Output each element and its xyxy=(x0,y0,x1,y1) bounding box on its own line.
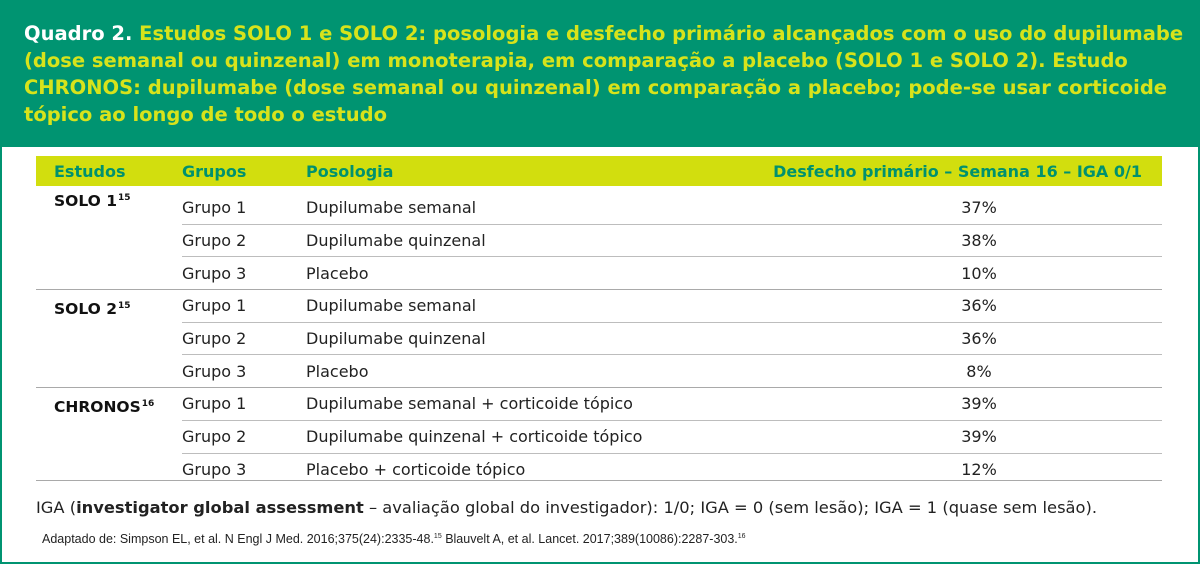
outcome-cell: 8% xyxy=(686,355,1162,388)
title-lead: Quadro 2. xyxy=(24,22,133,45)
study-label: CHRONOS xyxy=(54,398,141,417)
posology-cell: Dupilumabe quinzenal xyxy=(306,224,686,257)
table-header-row xyxy=(36,156,1162,186)
table-row xyxy=(36,420,1162,453)
source-part2: Blauvelt A, et al. Lancet. 2017;389(10086):2287-303. xyxy=(441,532,738,546)
column-header-outcome: Desfecho primário – Semana 16 – IGA 0/1 xyxy=(773,161,1142,181)
table-row xyxy=(36,186,1162,224)
table-row xyxy=(36,257,1162,290)
group-cell: Grupo 3 xyxy=(182,453,306,485)
posology-cell: Dupilumabe semanal xyxy=(306,198,477,218)
outcome-cell: 39% xyxy=(686,388,1162,421)
table-row xyxy=(36,322,1162,355)
group-cell: Grupo 1 xyxy=(182,198,247,218)
study-label: SOLO 2 xyxy=(54,300,118,319)
posology-cell: Dupilumabe semanal + corticoide tópico xyxy=(306,388,686,421)
outcome-cell: 10% xyxy=(686,257,1162,290)
study-ref: 16 xyxy=(141,399,155,410)
table-row xyxy=(36,355,1162,388)
posology-cell: Dupilumabe semanal xyxy=(306,290,686,323)
group-cell: Grupo 2 xyxy=(182,322,306,355)
table-row xyxy=(36,224,1162,257)
outcome-cell: 36% xyxy=(686,322,1162,355)
study-ref: 15 xyxy=(118,301,131,312)
source-ref1: 15 xyxy=(433,533,442,540)
results-table-wrap xyxy=(36,156,1162,485)
table-row xyxy=(36,290,1162,323)
outcome-cell: 37% xyxy=(961,198,997,218)
group-cell: Grupo 2 xyxy=(182,420,306,453)
group-cell: Grupo 1 xyxy=(182,290,306,323)
footnote-suffix: – avaliação global do investigador): 1/0; IGA = 0 (sem lesão); IGA = 1 (quase sem lesão). xyxy=(363,498,1098,517)
outcome-cell: 36% xyxy=(686,290,1162,323)
column-header-groups: Grupos xyxy=(182,161,247,181)
study-label: SOLO 1 xyxy=(54,192,118,210)
posology-cell: Placebo + corticoide tópico xyxy=(306,453,686,485)
table-bottom-rule xyxy=(36,480,1162,481)
column-header-posology: Posologia xyxy=(306,161,394,181)
study-name xyxy=(36,388,182,486)
posology-cell: Dupilumabe quinzenal xyxy=(306,322,686,355)
table-row xyxy=(36,388,1162,421)
group-cell: Grupo 3 xyxy=(182,355,306,388)
posology-cell: Placebo xyxy=(306,257,686,290)
iga-footnote xyxy=(36,498,1176,517)
study-name xyxy=(36,290,182,388)
source-ref2: 16 xyxy=(737,533,746,540)
title-banner xyxy=(2,2,1198,147)
source-part1: Adaptado de: Simpson EL, et al. N Engl J Med. 2016;375(24):2335-48. xyxy=(42,532,434,546)
table-title xyxy=(24,20,1184,128)
group-cell: Grupo 1 xyxy=(182,388,306,421)
study-ref: 15 xyxy=(118,193,131,203)
outcome-cell: 38% xyxy=(686,224,1162,257)
posology-cell: Placebo xyxy=(306,355,686,388)
posology-cell: Dupilumabe quinzenal + corticoide tópico xyxy=(306,420,686,453)
footnote-bold-term: investigator global assessment xyxy=(76,498,364,517)
outcome-cell: 12% xyxy=(686,453,1162,485)
column-header-studies: Estudos xyxy=(54,161,126,181)
title-text: Estudos SOLO 1 e SOLO 2: posologia e desfecho primário alcançados com o uso do dupilumabe (dose semanal ou quinzenal) em monoterapia, em comparação a placebo (SOLO 1 e SOLO 2). Estudo CHRONOS: dupilumabe (dose semanal ou quinzenal) em comparação a placebo; pode-se usar corticoide tópico ao longo de todo o estudo xyxy=(24,22,1184,126)
results-table xyxy=(36,156,1162,485)
outcome-cell: 39% xyxy=(686,420,1162,453)
footnote-prefix: IGA ( xyxy=(36,498,77,517)
group-cell: Grupo 3 xyxy=(182,257,306,290)
group-cell: Grupo 2 xyxy=(182,224,306,257)
study-name xyxy=(36,186,182,290)
source-citation xyxy=(42,532,1182,546)
